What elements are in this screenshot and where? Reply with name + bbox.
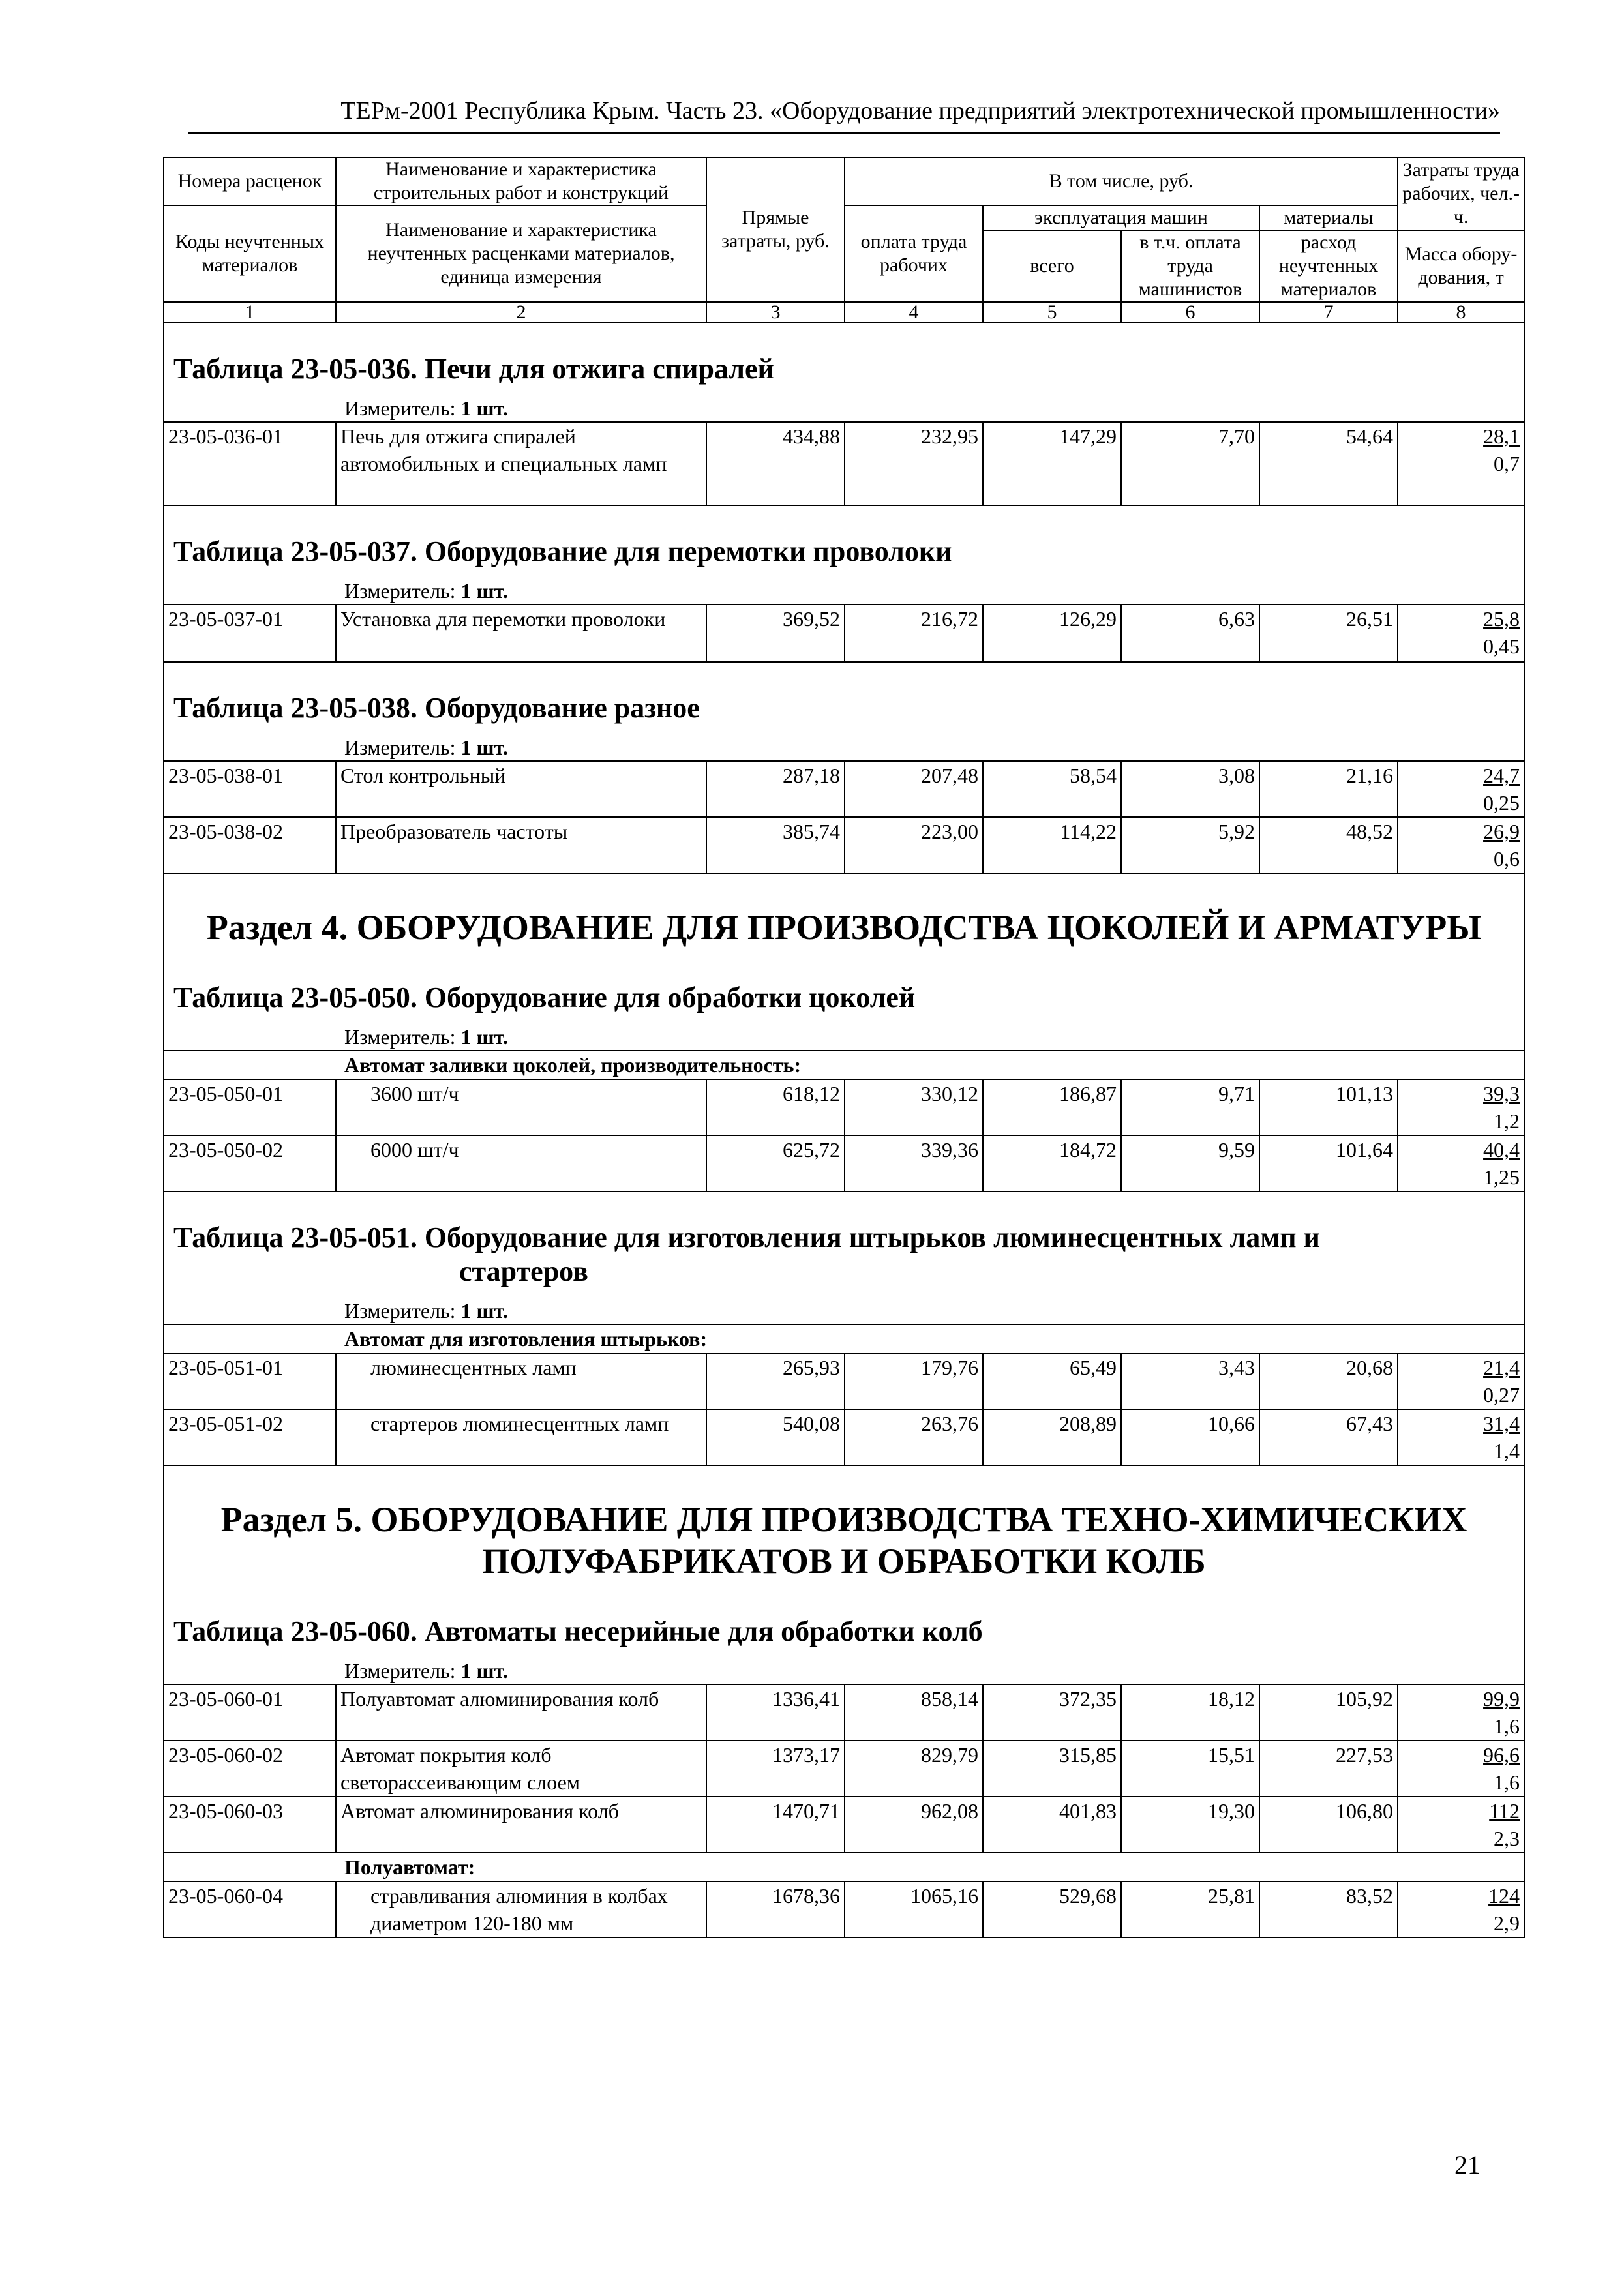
direct-cost: 369,52: [706, 605, 845, 662]
labor-hours: 40,4: [1483, 1138, 1520, 1161]
col4-header: оплата труда рабочих: [845, 205, 983, 302]
labor-cost: 179,76: [845, 1353, 983, 1409]
hours-mass: [1398, 1684, 1524, 1741]
col2-header: Наименование и характеристика строительных работ и конструкций: [336, 157, 706, 205]
machine-cost: 147,29: [983, 422, 1121, 505]
equipment-mass: 2,3: [1494, 1827, 1520, 1850]
col1-header: Номера расценок: [164, 157, 336, 205]
section-title: Раздел 5. ОБОРУДОВАНИЕ ДЛЯ ПРОИЗВОДСТВА ТЕХНО-ХИМИЧЕСКИХ ПОЛУФАБРИКАТОВ И ОБРАБОТКИ КОЛБ: [164, 1465, 1524, 1595]
table-row: [164, 1741, 1524, 1797]
material-cost: 54,64: [1259, 422, 1398, 505]
equipment-mass: 1,25: [1483, 1165, 1520, 1189]
hours-mass: [1398, 761, 1524, 817]
machines-header: эксплуатация машин: [983, 205, 1259, 230]
col-number: 1: [164, 302, 336, 323]
materials-header: материалы: [1259, 205, 1398, 230]
col8-header: Затраты труда рабочих, чел.-ч.: [1398, 157, 1524, 230]
measure-line: [164, 1298, 1524, 1324]
labor-hours: 31,4: [1483, 1412, 1520, 1435]
machine-cost: 126,29: [983, 605, 1121, 662]
col3-header: Прямые затраты, руб.: [706, 157, 845, 302]
rate-code: 23-05-037-01: [164, 605, 336, 662]
rate-name: Стол контрольный: [336, 761, 706, 817]
rate-name: люминесцентных ламп: [336, 1353, 706, 1409]
rates-table: [163, 157, 1525, 1938]
table-row: [164, 761, 1524, 817]
rate-code: 23-05-050-01: [164, 1079, 336, 1135]
rate-name: Автомат покрытия колб светорассеивающим слоем: [336, 1741, 706, 1797]
machine-cost: 208,89: [983, 1409, 1121, 1465]
table-row: [164, 1409, 1524, 1465]
machine-cost: 184,72: [983, 1135, 1121, 1191]
labor-hours: 112: [1489, 1799, 1520, 1823]
hours-mass: [1398, 1409, 1524, 1465]
col7-header: расход неучтенных материалов: [1259, 230, 1398, 302]
material-cost: 227,53: [1259, 1741, 1398, 1797]
col2b-header: Наименование и характеристика неучтенных расценками материалов, единица измерения: [336, 205, 706, 302]
labor-hours: 26,9: [1483, 820, 1520, 843]
operator-cost: 15,51: [1121, 1741, 1259, 1797]
rate-code: 23-05-038-02: [164, 817, 336, 873]
running-header: ТЕРм-2001 Республика Крым. Часть 23. «Оборудование предприятий электротехнической промышленности»: [188, 97, 1500, 134]
table-row: [164, 1353, 1524, 1409]
col-number: 6: [1121, 302, 1259, 323]
material-cost: 101,13: [1259, 1079, 1398, 1135]
rate-code: 23-05-060-03: [164, 1797, 336, 1853]
labor-cost: 962,08: [845, 1797, 983, 1853]
rate-code: 23-05-051-01: [164, 1353, 336, 1409]
machine-cost: 65,49: [983, 1353, 1121, 1409]
rate-name: стартеров люминесцентных ламп: [336, 1409, 706, 1465]
section-title: Раздел 4. ОБОРУДОВАНИЕ ДЛЯ ПРОИЗВОДСТВА ЦОКОЛЕЙ И АРМАТУРЫ: [164, 873, 1524, 961]
direct-cost: 618,12: [706, 1079, 845, 1135]
col5-header: всего: [983, 230, 1121, 302]
labor-hours: 124: [1488, 1884, 1520, 1908]
measure-label: Измеритель:: [344, 736, 456, 759]
operator-cost: 19,30: [1121, 1797, 1259, 1853]
equipment-mass: 1,4: [1494, 1439, 1520, 1463]
labor-cost: 207,48: [845, 761, 983, 817]
col-number: 7: [1259, 302, 1398, 323]
operator-cost: 5,92: [1121, 817, 1259, 873]
hours-mass: [1398, 605, 1524, 662]
machine-cost: 114,22: [983, 817, 1121, 873]
equipment-mass: 0,45: [1483, 635, 1520, 658]
table-title-continued: стартеров: [164, 1255, 1524, 1298]
measure-line: [164, 578, 1524, 605]
direct-cost: 434,88: [706, 422, 845, 505]
labor-cost: 330,12: [845, 1079, 983, 1135]
measure-unit: 1 шт.: [460, 579, 508, 603]
table-subheading: Полуавтомат:: [164, 1853, 1524, 1881]
equipment-mass: 1,6: [1494, 1771, 1520, 1794]
table-title: Таблица 23-05-060. Автоматы несерийные для обработки колб: [164, 1595, 1524, 1658]
material-cost: 83,52: [1259, 1881, 1398, 1937]
hours-mass: [1398, 817, 1524, 873]
direct-cost: 1336,41: [706, 1684, 845, 1741]
direct-cost: 1373,17: [706, 1741, 845, 1797]
direct-cost: 385,74: [706, 817, 845, 873]
table-row: [164, 1881, 1524, 1937]
table-title: Таблица 23-05-038. Оборудование разное: [164, 662, 1524, 734]
material-cost: 48,52: [1259, 817, 1398, 873]
material-cost: 106,80: [1259, 1797, 1398, 1853]
rate-code: 23-05-060-01: [164, 1684, 336, 1741]
operator-cost: 25,81: [1121, 1881, 1259, 1937]
rate-code: 23-05-051-02: [164, 1409, 336, 1465]
measure-line: [164, 734, 1524, 761]
machine-cost: 529,68: [983, 1881, 1121, 1937]
measure-unit: 1 шт.: [460, 1659, 508, 1683]
table-subheading: Автомат заливки цоколей, производительность:: [164, 1051, 1524, 1079]
hours-mass: [1398, 1797, 1524, 1853]
rate-name: 6000 шт/ч: [336, 1135, 706, 1191]
table-row: [164, 1079, 1524, 1135]
table-row: [164, 817, 1524, 873]
labor-hours: 24,7: [1483, 764, 1520, 787]
measure-label: Измеритель:: [344, 579, 456, 603]
table-row: [164, 1797, 1524, 1853]
material-cost: 101,64: [1259, 1135, 1398, 1191]
rate-name: 3600 шт/ч: [336, 1079, 706, 1135]
equipment-mass: 0,27: [1483, 1383, 1520, 1407]
equipment-mass: 2,9: [1494, 1911, 1520, 1935]
hours-mass: [1398, 1135, 1524, 1191]
labor-cost: 829,79: [845, 1741, 983, 1797]
material-cost: 105,92: [1259, 1684, 1398, 1741]
direct-cost: 540,08: [706, 1409, 845, 1465]
machine-cost: 186,87: [983, 1079, 1121, 1135]
labor-cost: 1065,16: [845, 1881, 983, 1937]
labor-hours: 25,8: [1483, 607, 1520, 631]
material-cost: 20,68: [1259, 1353, 1398, 1409]
operator-cost: 9,71: [1121, 1079, 1259, 1135]
table-row: [164, 605, 1524, 662]
machine-cost: 58,54: [983, 761, 1121, 817]
rate-name: Преобразователь частоты: [336, 817, 706, 873]
equipment-mass: 0,25: [1483, 791, 1520, 815]
rate-name: Полуавтомат алюминирования колб: [336, 1684, 706, 1741]
measure-line: [164, 395, 1524, 422]
rate-code: 23-05-036-01: [164, 422, 336, 505]
col1b-header: Коды неучтенных материалов: [164, 205, 336, 302]
rate-name: Автомат алюминирования колб: [336, 1797, 706, 1853]
rate-code: 23-05-038-01: [164, 761, 336, 817]
rate-code: 23-05-060-04: [164, 1881, 336, 1937]
operator-cost: 3,08: [1121, 761, 1259, 817]
hours-mass: [1398, 1741, 1524, 1797]
machine-cost: 372,35: [983, 1684, 1121, 1741]
table-row: [164, 422, 1524, 505]
measure-label: Измеритель:: [344, 1025, 456, 1049]
labor-hours: 39,3: [1483, 1082, 1520, 1105]
direct-cost: 1678,36: [706, 1881, 845, 1937]
hours-mass: [1398, 422, 1524, 505]
direct-cost: 265,93: [706, 1353, 845, 1409]
table-subheading: Автомат для изготовления штырьков:: [164, 1324, 1524, 1353]
measure-unit: 1 шт.: [460, 1299, 508, 1323]
operator-cost: 9,59: [1121, 1135, 1259, 1191]
rate-name: Установка для перемотки проволоки: [336, 605, 706, 662]
col-number: 5: [983, 302, 1121, 323]
rates-table-frame: [163, 157, 1524, 2113]
equipment-mass: 0,6: [1494, 847, 1520, 871]
col-number: 4: [845, 302, 983, 323]
direct-cost: 625,72: [706, 1135, 845, 1191]
operator-cost: 7,70: [1121, 422, 1259, 505]
labor-cost: 339,36: [845, 1135, 983, 1191]
rate-code: 23-05-060-02: [164, 1741, 336, 1797]
hours-mass: [1398, 1881, 1524, 1937]
col-number: 8: [1398, 302, 1524, 323]
machine-cost: 401,83: [983, 1797, 1121, 1853]
material-cost: 67,43: [1259, 1409, 1398, 1465]
labor-hours: 99,9: [1483, 1687, 1520, 1711]
measure-unit: 1 шт.: [460, 736, 508, 759]
measure-line: [164, 1024, 1524, 1051]
measure-label: Измеритель:: [344, 396, 456, 420]
hours-mass: [1398, 1079, 1524, 1135]
table-row: [164, 1135, 1524, 1191]
col8b-header: Масса обору-дования, т: [1398, 230, 1524, 302]
measure-unit: 1 шт.: [460, 396, 508, 420]
rate-name: Печь для отжига спиралей автомобильных и специальных ламп: [336, 422, 706, 505]
operator-cost: 10,66: [1121, 1409, 1259, 1465]
material-cost: 21,16: [1259, 761, 1398, 817]
rate-name: стравливания алюминия в колбах диаметром 120-180 мм: [336, 1881, 706, 1937]
operator-cost: 3,43: [1121, 1353, 1259, 1409]
page-number: 21: [1454, 2150, 1481, 2179]
measure-unit: 1 шт.: [460, 1025, 508, 1049]
equipment-mass: 0,7: [1494, 452, 1520, 475]
equipment-mass: 1,6: [1494, 1714, 1520, 1738]
table-title: Таблица 23-05-037. Оборудование для перемотки проволоки: [164, 505, 1524, 578]
labor-cost: 223,00: [845, 817, 983, 873]
labor-cost: 232,95: [845, 422, 983, 505]
hours-mass: [1398, 1353, 1524, 1409]
direct-cost: 287,18: [706, 761, 845, 817]
table-title: Таблица 23-05-050. Оборудование для обработки цоколей: [164, 961, 1524, 1024]
table-title: Таблица 23-05-051. Оборудование для изготовления штырьков люминесцентных ламп и: [164, 1191, 1524, 1255]
labor-hours: 28,1: [1483, 425, 1520, 448]
col-number: 2: [336, 302, 706, 323]
measure-label: Измеритель:: [344, 1659, 456, 1683]
machine-cost: 315,85: [983, 1741, 1121, 1797]
measure-label: Измеритель:: [344, 1299, 456, 1323]
incl-header: В том числе, руб.: [845, 157, 1398, 205]
labor-cost: 216,72: [845, 605, 983, 662]
table-title: Таблица 23-05-036. Печи для отжига спиралей: [164, 323, 1524, 395]
equipment-mass: 1,2: [1494, 1109, 1520, 1133]
operator-cost: 6,63: [1121, 605, 1259, 662]
labor-cost: 858,14: [845, 1684, 983, 1741]
labor-hours: 21,4: [1483, 1356, 1520, 1379]
operator-cost: 18,12: [1121, 1684, 1259, 1741]
table-row: [164, 1684, 1524, 1741]
col-number: 3: [706, 302, 845, 323]
labor-hours: 96,6: [1483, 1743, 1520, 1767]
measure-line: [164, 1658, 1524, 1684]
labor-cost: 263,76: [845, 1409, 983, 1465]
direct-cost: 1470,71: [706, 1797, 845, 1853]
material-cost: 26,51: [1259, 605, 1398, 662]
rate-code: 23-05-050-02: [164, 1135, 336, 1191]
col6-header: в т.ч. оплата труда машинистов: [1121, 230, 1259, 302]
